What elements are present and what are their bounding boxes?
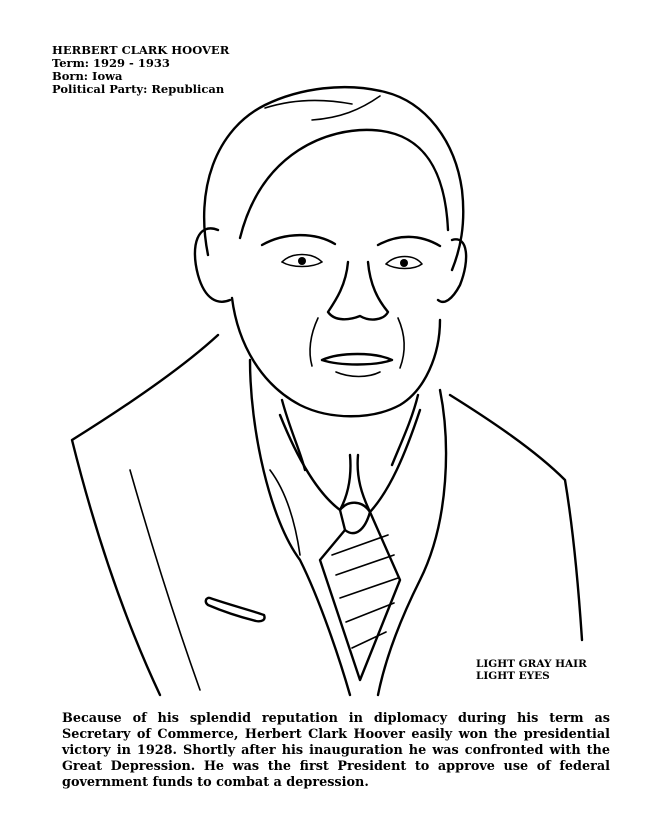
left-cheek-fold <box>310 318 318 366</box>
coloring-notes <box>476 658 587 682</box>
right-iris <box>400 259 408 267</box>
shirt-collar-right <box>358 410 420 512</box>
eye-color-note: LIGHT EYES <box>476 670 550 682</box>
hair-color-note: LIGHT GRAY HAIR <box>476 658 587 670</box>
birthplace: Born: Iowa <box>52 69 123 83</box>
president-name: HERBERT CLARK HOOVER <box>52 43 230 57</box>
right-cheek-fold <box>398 318 404 368</box>
right-eyebrow <box>378 237 440 246</box>
hairline <box>240 130 448 238</box>
lower-lip <box>336 372 380 377</box>
tie-stripe <box>336 555 394 575</box>
shoulder-left <box>72 335 218 695</box>
term-years: Term: 1929 - 1933 <box>52 56 170 70</box>
jacket-fold <box>130 470 200 690</box>
left-eyebrow <box>262 235 335 245</box>
left-iris <box>298 257 306 265</box>
jacket-lapel-notch <box>270 470 300 555</box>
left-ear <box>195 228 230 301</box>
hair-part-line <box>265 101 352 108</box>
tie-stripe <box>340 578 398 598</box>
tie-stripe <box>352 632 386 648</box>
tie-knot <box>340 503 370 533</box>
biography-paragraph: Because of his splendid reputation in diplomacy during his term as Secretary of Commerce, Herbert Clark Hoover easily won the presidential victory in 1928. Shortly after his inauguration he was confronted with the Great Depression. He was the first President to approve use of federal government funds to combat a depression. <box>62 711 610 790</box>
shoulder-right <box>450 395 582 640</box>
jacket-lapel-left <box>250 360 350 695</box>
mouth <box>322 354 392 365</box>
hair-crown-line <box>312 96 380 120</box>
tie-stripe <box>332 535 388 555</box>
face-jaw <box>232 298 440 416</box>
nose <box>328 262 388 319</box>
political-party: Political Party: Republican <box>52 82 225 96</box>
breast-pocket <box>206 598 265 621</box>
